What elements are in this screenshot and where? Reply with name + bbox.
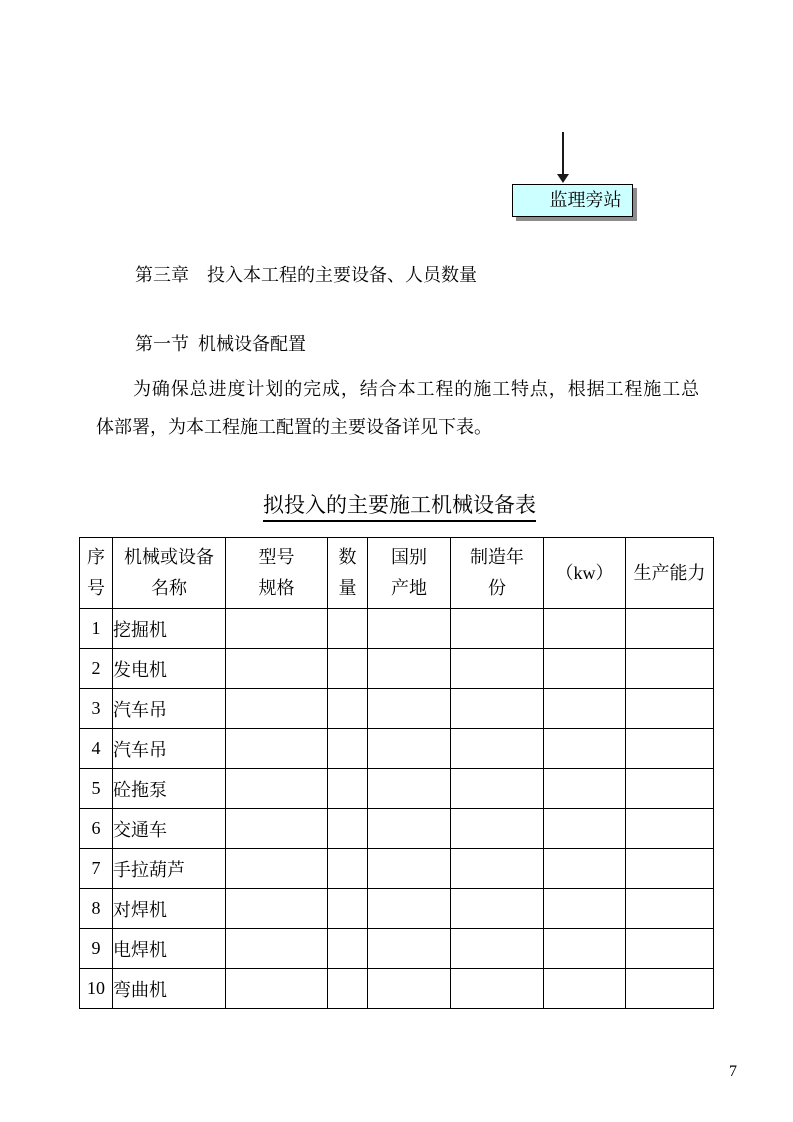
cell-seq: 5 xyxy=(80,769,113,809)
cell-model xyxy=(226,729,328,769)
table-row xyxy=(80,929,714,969)
cell-kw xyxy=(544,769,626,809)
cell-year xyxy=(451,689,544,729)
cell-model xyxy=(226,809,328,849)
cell-model xyxy=(226,849,328,889)
cell-origin xyxy=(368,849,451,889)
cell-seq: 7 xyxy=(80,849,113,889)
cell-name: 电焊机 xyxy=(113,929,226,969)
cell-seq: 1 xyxy=(80,609,113,649)
cell-model xyxy=(226,689,328,729)
cell-quantity xyxy=(328,849,368,889)
cell-year xyxy=(451,729,544,769)
cell-origin xyxy=(368,649,451,689)
cell-capacity xyxy=(626,689,714,729)
table-row xyxy=(80,809,714,849)
flowchart-box-supervision: 监理旁站 xyxy=(512,184,633,217)
cell-quantity xyxy=(328,649,368,689)
cell-quantity xyxy=(328,609,368,649)
paragraph-line-1: 为确保总进度计划的完成，结合本工程的施工特点，根据工程施工总 xyxy=(133,379,700,399)
cell-model xyxy=(226,889,328,929)
cell-kw xyxy=(544,849,626,889)
cell-seq: 4 xyxy=(80,729,113,769)
cell-model xyxy=(226,929,328,969)
table-row xyxy=(80,889,714,929)
cell-origin xyxy=(368,609,451,649)
flow-arrow-line xyxy=(562,132,564,176)
table-row xyxy=(80,729,714,769)
cell-year xyxy=(451,849,544,889)
cell-capacity xyxy=(626,969,714,1009)
cell-kw xyxy=(544,809,626,849)
col-header-origin: 国别 产地 xyxy=(368,538,451,609)
page-number: 7 xyxy=(729,1063,737,1080)
cell-origin xyxy=(368,889,451,929)
col-header-year: 制造年 份 xyxy=(451,538,544,609)
cell-quantity xyxy=(328,729,368,769)
cell-capacity xyxy=(626,649,714,689)
equipment-table xyxy=(79,537,714,1009)
col-header-capacity: 生产能力 xyxy=(626,538,714,609)
cell-origin xyxy=(368,929,451,969)
col-header-seq: 序 号 xyxy=(80,538,113,609)
cell-seq: 10 xyxy=(80,969,113,1009)
cell-name: 汽车吊 xyxy=(113,689,226,729)
cell-name: 对焊机 xyxy=(113,889,226,929)
cell-model xyxy=(226,649,328,689)
table-row xyxy=(80,649,714,689)
cell-year xyxy=(451,929,544,969)
cell-model xyxy=(226,769,328,809)
table-row xyxy=(80,969,714,1009)
col-header-quantity: 数 量 xyxy=(328,538,368,609)
table-body xyxy=(80,609,714,1009)
table-row xyxy=(80,689,714,729)
cell-quantity xyxy=(328,889,368,929)
flow-arrow-head-icon xyxy=(557,174,569,183)
cell-origin xyxy=(368,969,451,1009)
table-row xyxy=(80,609,714,649)
cell-capacity xyxy=(626,889,714,929)
cell-kw xyxy=(544,969,626,1009)
cell-quantity xyxy=(328,809,368,849)
cell-name: 发电机 xyxy=(113,649,226,689)
cell-capacity xyxy=(626,769,714,809)
cell-year xyxy=(451,649,544,689)
cell-seq: 2 xyxy=(80,649,113,689)
cell-origin xyxy=(368,769,451,809)
cell-year xyxy=(451,889,544,929)
table-header-row xyxy=(80,538,714,609)
cell-name: 手拉葫芦 xyxy=(113,849,226,889)
cell-kw xyxy=(544,889,626,929)
cell-model xyxy=(226,609,328,649)
cell-capacity xyxy=(626,609,714,649)
chapter-heading: 第三章 投入本工程的主要设备、人员数量 xyxy=(135,265,477,285)
cell-kw xyxy=(544,689,626,729)
col-header-model: 型号 规格 xyxy=(226,538,328,609)
cell-capacity xyxy=(626,929,714,969)
cell-quantity xyxy=(328,929,368,969)
cell-quantity xyxy=(328,689,368,729)
cell-model xyxy=(226,969,328,1009)
cell-kw xyxy=(544,929,626,969)
table-row xyxy=(80,769,714,809)
cell-year xyxy=(451,769,544,809)
cell-quantity xyxy=(328,769,368,809)
cell-origin xyxy=(368,689,451,729)
col-header-kw: （kw） xyxy=(544,538,626,609)
cell-quantity xyxy=(328,969,368,1009)
cell-year xyxy=(451,809,544,849)
cell-capacity xyxy=(626,729,714,769)
cell-origin xyxy=(368,809,451,849)
cell-kw xyxy=(544,609,626,649)
cell-seq: 8 xyxy=(80,889,113,929)
section-heading: 第一节 机械设备配置 xyxy=(135,334,306,354)
table-row xyxy=(80,849,714,889)
cell-capacity xyxy=(626,809,714,849)
cell-origin xyxy=(368,729,451,769)
table-title: 拟投入的主要施工机械设备表 xyxy=(263,489,536,522)
col-header-name: 机械或设备 名称 xyxy=(113,538,226,609)
cell-name: 砼拖泵 xyxy=(113,769,226,809)
cell-name: 弯曲机 xyxy=(113,969,226,1009)
cell-name: 挖掘机 xyxy=(113,609,226,649)
cell-seq: 9 xyxy=(80,929,113,969)
cell-year xyxy=(451,969,544,1009)
cell-year xyxy=(451,609,544,649)
cell-seq: 6 xyxy=(80,809,113,849)
cell-capacity xyxy=(626,849,714,889)
paragraph-line-2: 体部署，为本工程施工配置的主要设备详见下表。 xyxy=(96,417,492,437)
cell-seq: 3 xyxy=(80,689,113,729)
cell-kw xyxy=(544,729,626,769)
cell-name: 汽车吊 xyxy=(113,729,226,769)
cell-kw xyxy=(544,649,626,689)
cell-name: 交通车 xyxy=(113,809,226,849)
